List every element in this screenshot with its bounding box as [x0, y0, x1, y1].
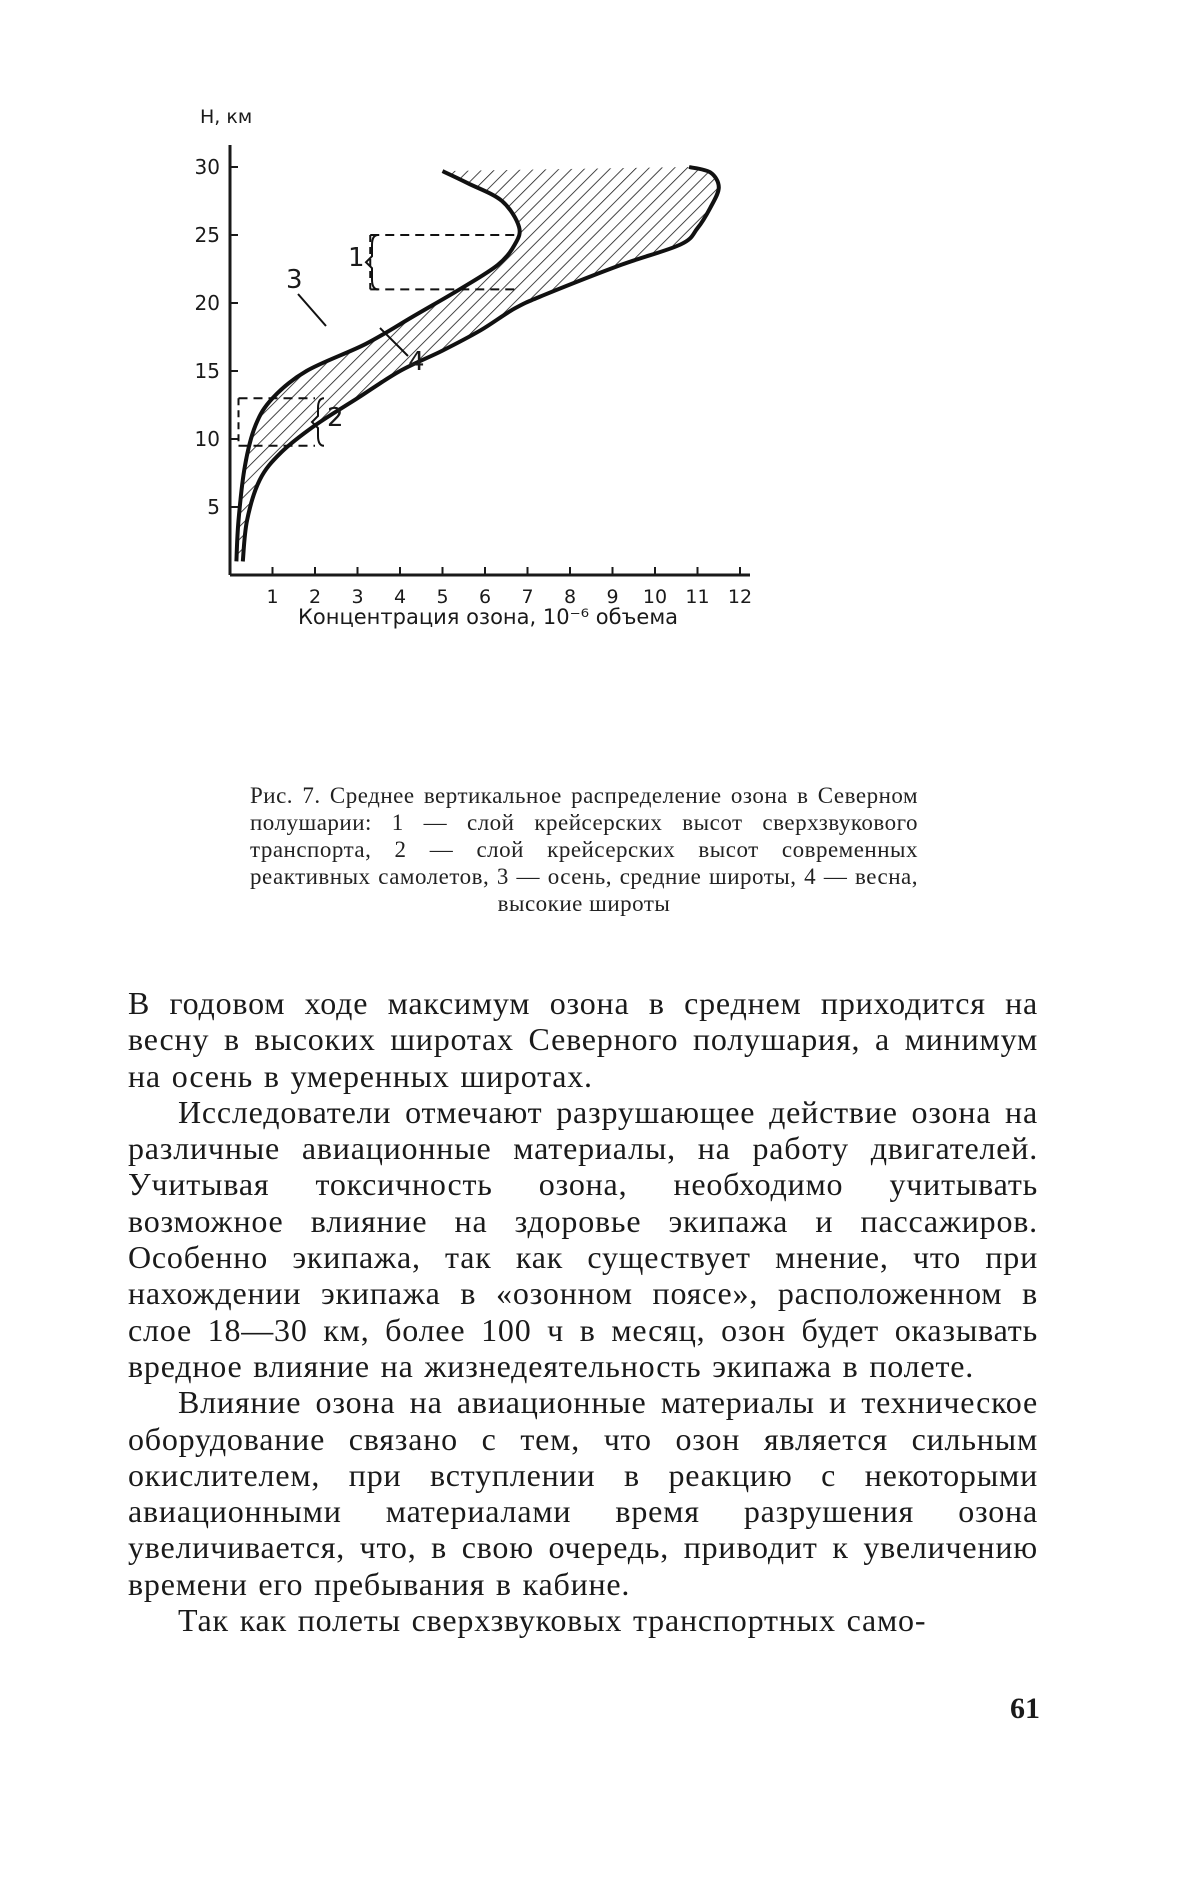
annotation-curve-4: 4: [408, 347, 425, 377]
leader-curve-3: [298, 294, 326, 326]
paragraph: В годовом ходе максимум озона в среднем приходится на весну в высоких широтах Северного полушария, а минимум на осень в умеренных широтах.: [128, 985, 1038, 1094]
y-tick-label: 5: [207, 495, 220, 519]
paragraph: Так как полеты сверхзвуковых транспортных само-: [178, 1602, 927, 1639]
paragraph: Исследователи отмечают разрушающее действие озона на различные авиационные материалы, на работу двигателей. Учитывая токсичность озона, необходимо учитывать возможное влияние на здоровье экипажа и пассажиров. Особенно экипажа, так как существует мнение, что при нахождении экипажа в «озонном поясе», расположенном в слое 18—30 км, более 100 ч в месяц, озон будет оказывать вредное влияние на жизнедеятельность экипажа в полете.: [128, 1093, 1038, 1384]
x-tick-label: 9: [606, 586, 619, 608]
paragraph: Влияние озона на авиационные материалы и техническое оборудование связано с тем, что озон является сильным окислителем, при вступлении в реакцию с некоторыми авиационными материалами время разрушения озона увеличивается, что, в свою очередь, приводит к увеличению времени его пребывания в кабине.: [128, 1384, 1038, 1602]
x-tick-label: 10: [642, 586, 668, 608]
ozone-chart-figure: [194, 106, 930, 760]
x-tick-label: 8: [563, 586, 577, 608]
ozone-chart: [194, 106, 930, 760]
x-axis-label: Концентрация озона, 10⁻⁶ объема: [297, 605, 679, 629]
x-tick-label: 2: [308, 586, 322, 608]
figure-caption: Рис. 7. Среднее вертикальное распределение озона в Северном полушарии: 1 — слой крейсерских высот сверхзвукового транспорта, 2 — слой крейсерских высот современных реактивных самолетов, 3 — осень, средние широты, 4 — весна, высокие широты: [250, 783, 918, 916]
y-tick-label: 10: [194, 427, 220, 451]
x-tick-label: 4: [393, 586, 407, 608]
x-tick-label: 5: [436, 586, 449, 608]
x-tick-label: 1: [266, 586, 279, 608]
y-tick-label: 20: [194, 291, 220, 315]
y-axis-label: H, км: [200, 106, 253, 128]
x-tick-label: 3: [351, 586, 364, 608]
y-tick-label: 30: [194, 155, 220, 179]
layer-brace: [366, 235, 378, 289]
body-text: [128, 985, 1038, 1638]
y-tick-label: 15: [194, 359, 220, 383]
x-tick-label: 11: [685, 586, 710, 608]
annotation-layer-2: 2: [327, 403, 344, 433]
annotation-curve-3: 3: [286, 265, 303, 295]
x-tick-label: 6: [478, 586, 492, 608]
page-number: 61: [1010, 1692, 1040, 1725]
x-tick-label: 7: [521, 586, 534, 608]
y-tick-label: 25: [194, 223, 220, 247]
annotation-layer-1: 1: [348, 243, 365, 273]
x-tick-label: 12: [727, 586, 753, 608]
hatched-difference-area: [236, 167, 718, 561]
